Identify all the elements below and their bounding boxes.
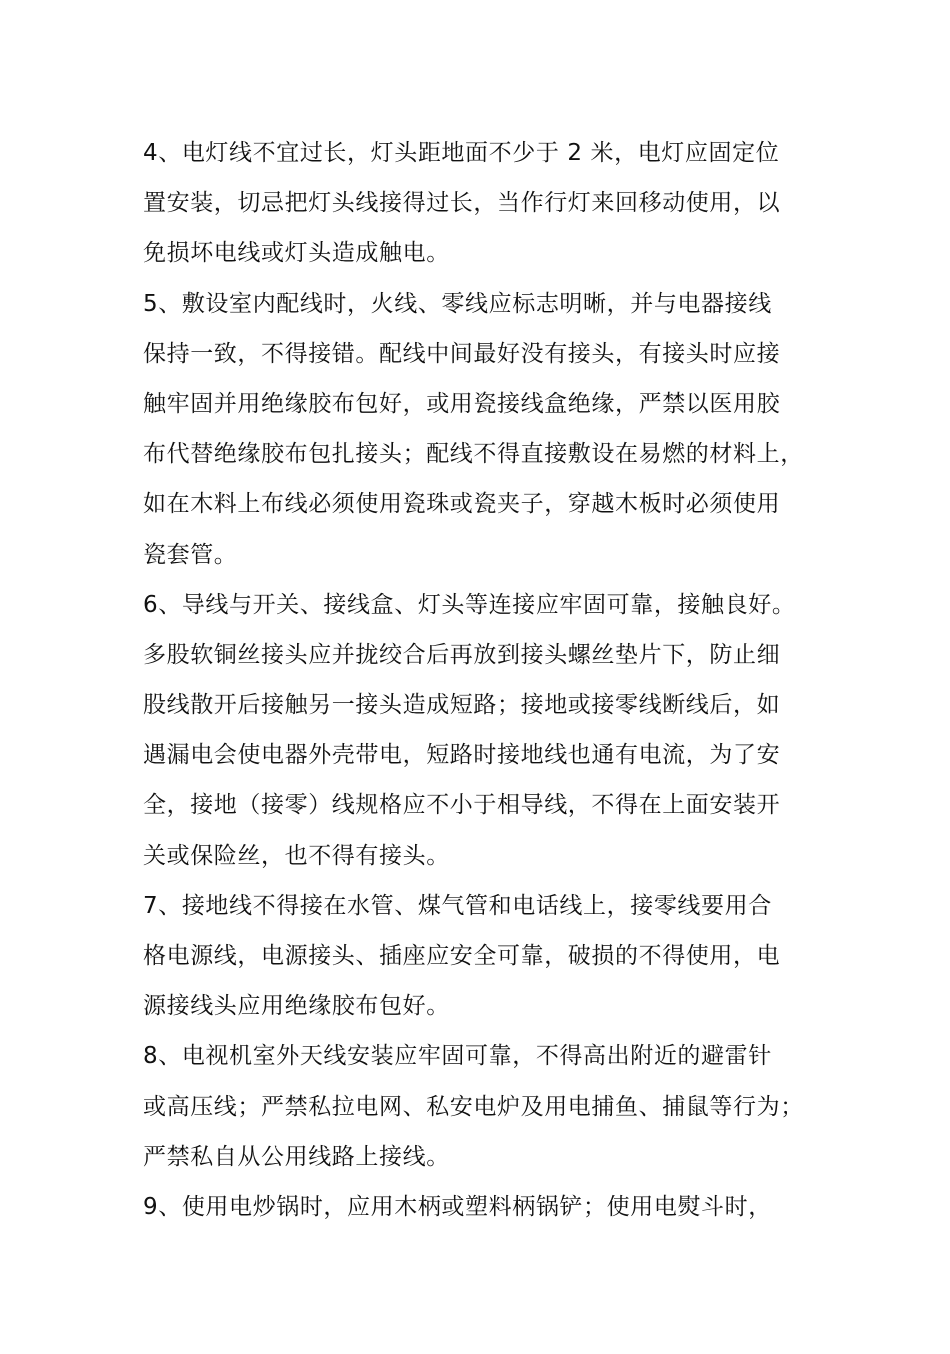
text-line: 瓷套管。	[143, 541, 238, 568]
text-line: 全，接地（接零）线规格应不小于相导线，不得在上面安装开	[143, 792, 781, 819]
text-line: 源接线头应用绝缘胶布包好。	[143, 993, 450, 1020]
text-line: 股线散开后接触另一接头造成短路；接地或接零线断线后，如	[143, 692, 781, 719]
text-line: 4、电灯线不宜过长，灯头距地面不少于 2 米，电灯应固定位	[143, 140, 780, 166]
text-line: 关或保险丝，也不得有接头。	[143, 842, 450, 869]
text-line: 布代替绝缘胶布包扎接头；配线不得直接敷设在易燃的材料上，	[143, 441, 804, 468]
text-line: 7、接地线不得接在水管、煤气管和电话线上，接零线要用合	[143, 892, 772, 919]
text-line: 多股软铜丝接头应并拢绞合后再放到接头螺丝垫片下，防止细	[143, 641, 781, 668]
text-line: 触牢固并用绝缘胶布包好，或用瓷接线盒绝缘，严禁以医用胶	[143, 390, 781, 417]
text-line: 如在木料上布线必须使用瓷珠或瓷夹子，穿越木板时必须使用	[143, 491, 781, 518]
document-body	[143, 128, 843, 1232]
text-line: 免损坏电线或灯头造成触电。	[143, 240, 450, 267]
text-line: 严禁私自从公用线路上接线。	[143, 1143, 450, 1170]
text-line: 格电源线，电源接头、插座应安全可靠，破损的不得使用，电	[143, 943, 781, 969]
text-line: 8、电视机室外天线安装应牢固可靠，不得高出附近的避雷针	[143, 1043, 772, 1070]
text-line: 置安装，切忌把灯头线接得过长，当作行灯来回移动使用，以	[143, 190, 781, 217]
text-line: 5、敷设室内配线时，火线、零线应标志明晰，并与电器接线	[143, 290, 772, 317]
text-line: 9、使用电炒锅时，应用木柄或塑料柄锅铲；使用电熨斗时，	[143, 1193, 772, 1220]
text-line: 或高压线；严禁私拉电网、私安电炉及用电捕鱼、捕鼠等行为；	[143, 1093, 804, 1120]
text-line: 遇漏电会使电器外壳带电，短路时接地线也通有电流，为了安	[143, 742, 781, 769]
text-line: 6、导线与开关、接线盒、灯头等连接应牢固可靠，接触良好。	[143, 591, 796, 618]
text-line: 保持一致，不得接错。配线中间最好没有接头，有接头时应接	[143, 340, 781, 367]
